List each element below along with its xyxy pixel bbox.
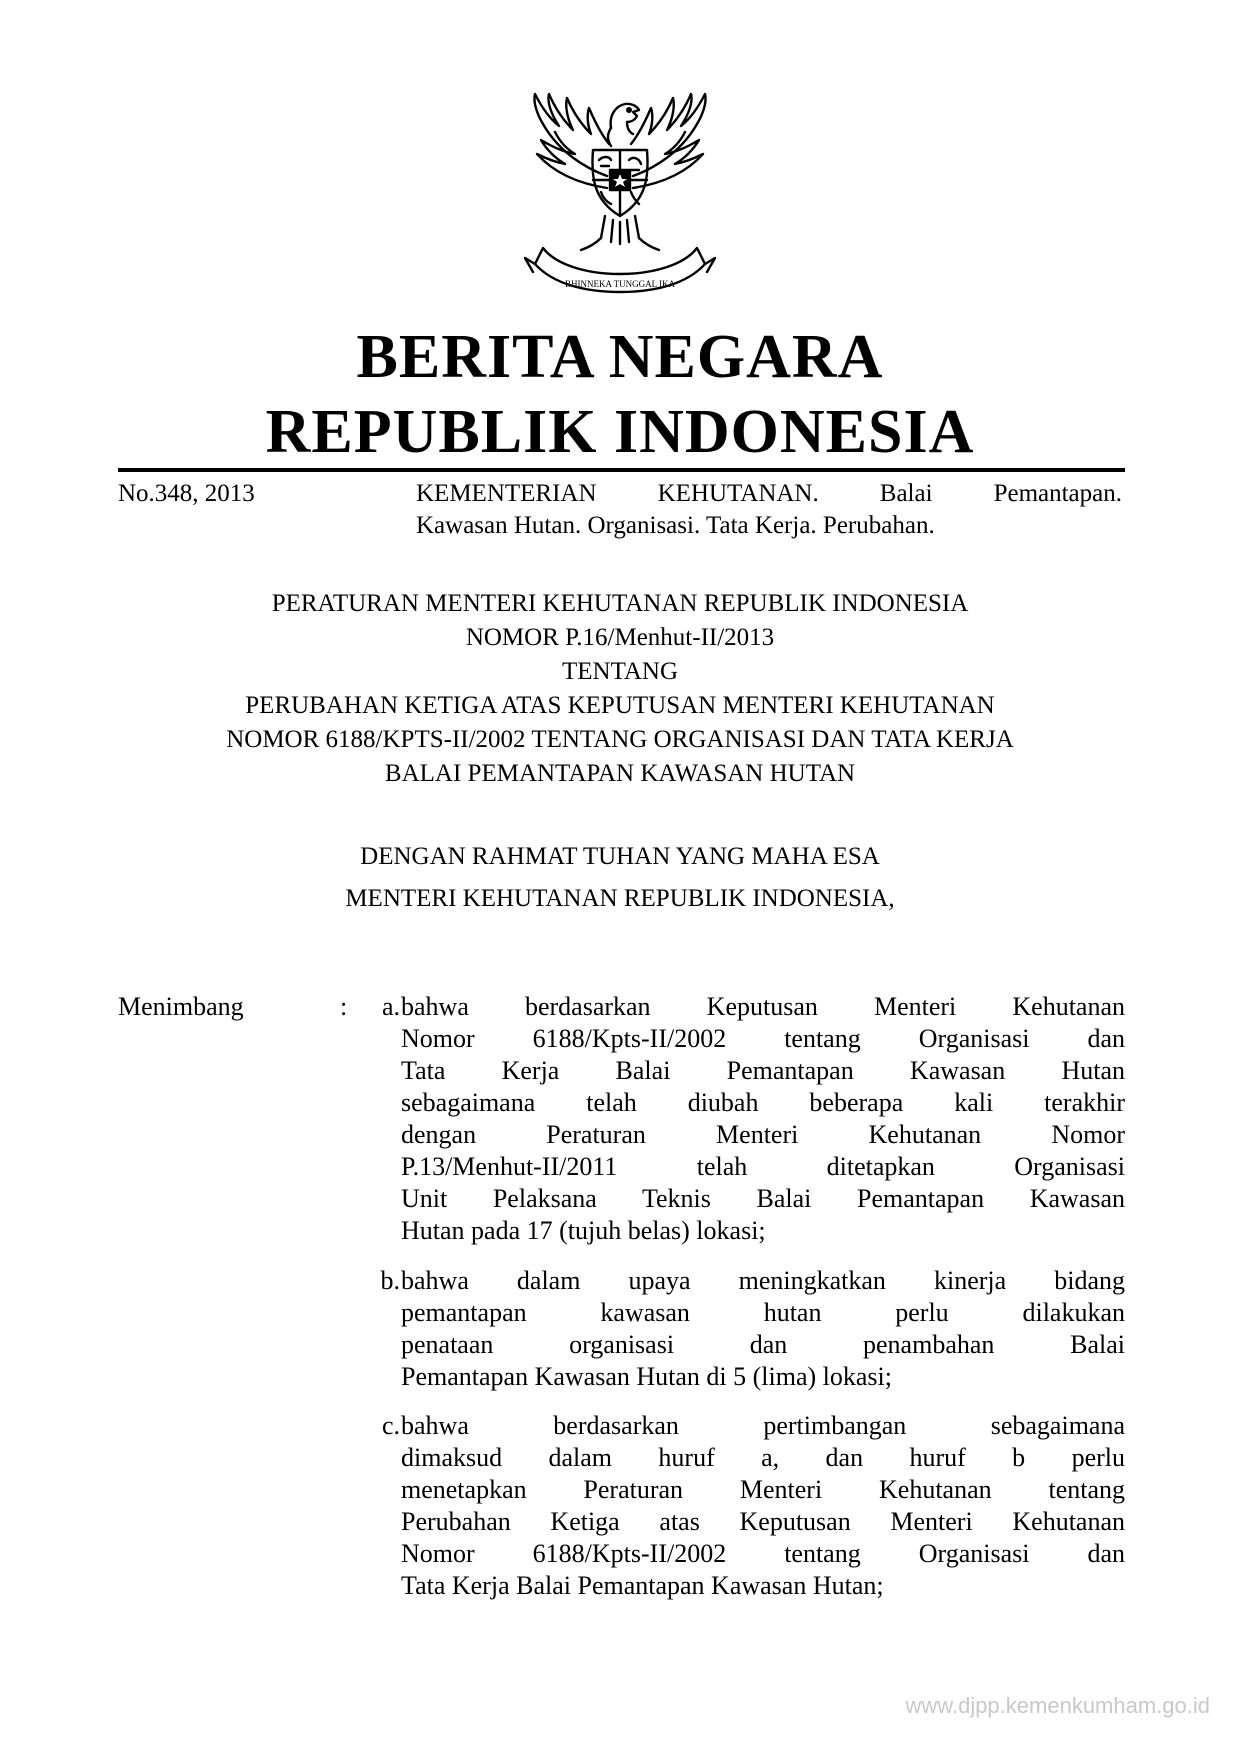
item-line: Tata Kerja Balai Pemantapan Kawasan Hutan; — [401, 1571, 884, 1600]
garuda-emblem-icon — [515, 88, 725, 300]
heading-line: NOMOR P.16/Menhut-II/2013 — [465, 624, 775, 651]
item-line: menetapkan Peraturan Menteri Kehutanan tentang — [401, 1475, 1125, 1504]
item-line: Pemantapan Kawasan Hutan di 5 (lima) lokasi; — [401, 1362, 892, 1391]
item-line: Unit Pelaksana Teknis Balai Pemantapan Kawasan — [401, 1184, 1125, 1213]
considerations-colon: : — [340, 992, 348, 1021]
item-line: pemantapan kawasan hutan perlu dilakukan — [401, 1298, 1125, 1327]
item-letter: b. — [380, 1266, 400, 1295]
item-line: Nomor 6188/Kpts-II/2002 tentang Organisasi dan — [401, 1024, 1125, 1053]
item-line: Hutan pada 17 (tujuh belas) lokasi; — [401, 1216, 766, 1245]
item-line: sebagaimana telah diubah beberapa kali terakhir — [401, 1088, 1125, 1117]
heading-line: PERUBAHAN KETIGA ATAS KEPUTUSAN MENTERI KEHUTANAN — [245, 692, 995, 719]
considerations-label: Menimbang — [118, 992, 244, 1021]
item-line: bahwa berdasarkan pertimbangan sebagaimana — [401, 1411, 1125, 1440]
heading-line: NOMOR 6188/KPTS-II/2002 TENTANG ORGANISASI DAN TATA KERJA — [226, 726, 1014, 753]
issue-number: No.348, 2013 — [118, 480, 255, 507]
masthead-divider — [118, 468, 1125, 472]
item-line: Nomor 6188/Kpts-II/2002 tentang Organisasi dan — [401, 1539, 1125, 1568]
watermark-url: www.djpp.kemenkumham.go.id — [905, 1693, 1210, 1718]
invocation-line: DENGAN RAHMAT TUHAN YANG MAHA ESA — [360, 843, 880, 870]
item-letter: c. — [381, 1411, 400, 1440]
item-line: penataan organisasi dan penambahan Balai — [401, 1330, 1125, 1359]
item-letter: a. — [381, 992, 400, 1021]
heading-line: BALAI PEMANTAPAN KAWASAN HUTAN — [384, 760, 856, 787]
item-line: dimaksud dalam huruf a, dan huruf b perlu — [401, 1443, 1125, 1472]
invocation-line: MENTERI KEHUTANAN REPUBLIK INDONESIA, — [345, 885, 895, 912]
regulation-heading — [0, 587, 1240, 791]
item-line: dengan Peraturan Menteri Kehutanan Nomor — [401, 1120, 1125, 1149]
item-text — [401, 1410, 1125, 1602]
heading-line: PERATURAN MENTERI KEHUTANAN REPUBLIK INDONESIA — [271, 590, 969, 617]
issue-subject-line: KEMENTERIAN KEHUTANAN. Balai Pemantapan. — [416, 480, 1122, 507]
issue-subject-line: Kawasan Hutan. Organisasi. Tata Kerja. Perubahan. — [416, 512, 935, 539]
masthead-title-line2: REPUBLIK INDONESIA — [265, 398, 975, 466]
emblem-motto: BHINNEKA TUNGGAL IKA — [565, 279, 675, 289]
item-line: Perubahan Ketiga atas Keputusan Menteri Kehutanan — [401, 1507, 1125, 1536]
item-text — [401, 1265, 1125, 1393]
item-line: Tata Kerja Balai Pemantapan Kawasan Hutan — [401, 1056, 1125, 1085]
issue-subject — [416, 478, 1122, 542]
item-line: bahwa dalam upaya meningkatkan kinerja bidang — [401, 1266, 1125, 1295]
masthead-title-line1: BERITA NEGARA — [356, 323, 884, 391]
heading-line: TENTANG — [561, 658, 679, 685]
item-text — [401, 991, 1125, 1247]
item-line: P.13/Menhut-II/2011 telah ditetapkan Organisasi — [401, 1152, 1125, 1181]
item-line: bahwa berdasarkan Keputusan Menteri Kehutanan — [401, 992, 1125, 1021]
invocation — [0, 836, 1240, 920]
